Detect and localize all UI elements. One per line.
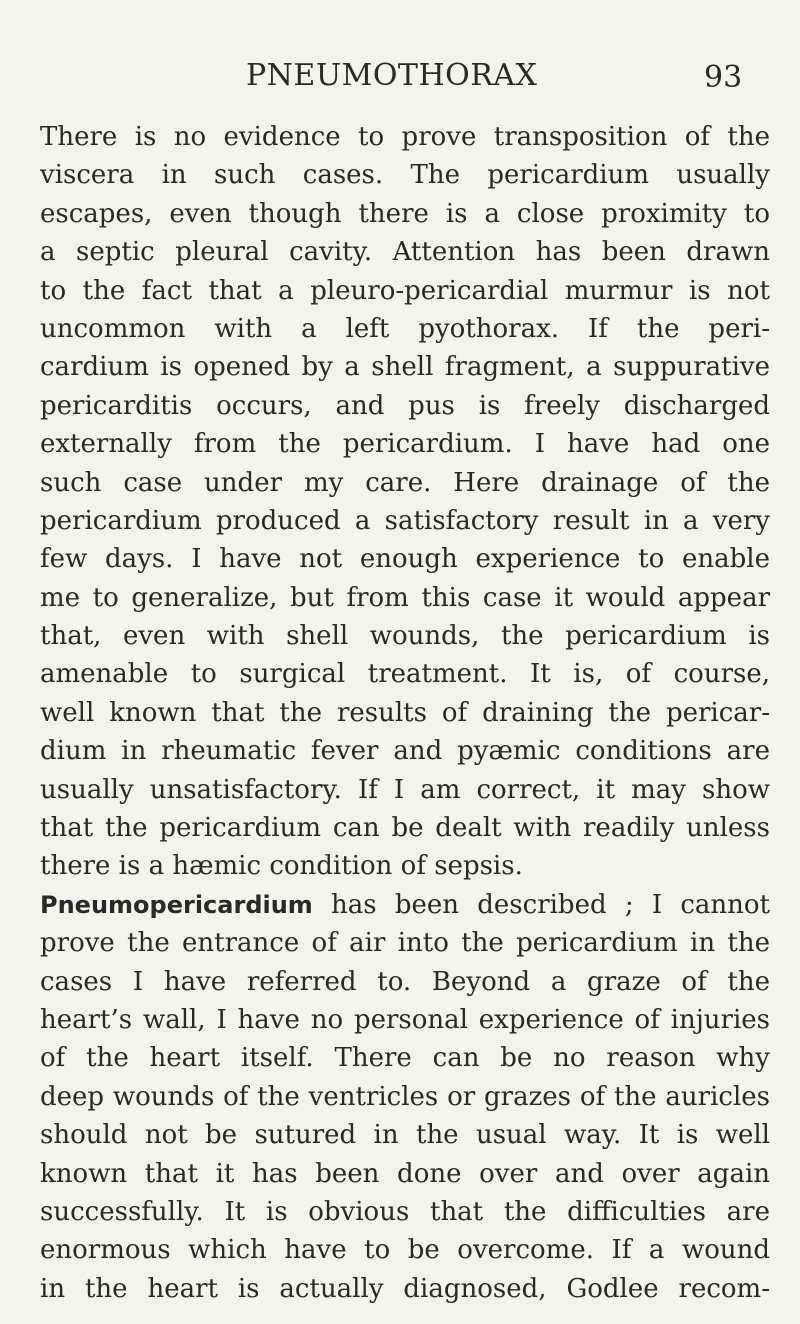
page-number: 93 (704, 60, 743, 95)
text-line: viscera in such cases. The pericardium usually (40, 160, 770, 191)
text-line: amenable to surgical treatment. It is, of course, (40, 659, 770, 690)
paragraph-lead-line (40, 886, 770, 924)
text-line: should not be sutured in the usual way. It is well (40, 1120, 770, 1151)
text-line: pericarditis occurs, and pus is freely discharged (40, 390, 770, 421)
text-line: that, even with shell wounds, the pericardium is (40, 621, 770, 652)
text-line: successfully. It is obvious that the difficulties are (40, 1196, 770, 1227)
text-line: usually unsatisfactory. If I am correct, it may show (40, 774, 770, 805)
lead-term: Pneumopericardium (40, 890, 313, 919)
text-line: deep wounds of the ventricles or grazes of the auricles (40, 1081, 770, 1112)
text-line: of the heart itself. There can be no reason why (40, 1043, 770, 1074)
text-line: enormous which have to be overcome. If a wound (40, 1235, 770, 1266)
text-line: few days. I have not enough experience to enable (40, 544, 770, 575)
text-line: pericardium produced a satisfactory result in a very (40, 505, 770, 536)
running-header (0, 58, 800, 108)
text-line: in the heart is actually diagnosed, Godlee recom- (40, 1273, 770, 1304)
text-line: me to generalize, but from this case it would appear (40, 582, 770, 613)
lead-rest: has been described ; I cannot (312, 889, 770, 920)
text-line: known that it has been done over and over again (40, 1158, 770, 1189)
text-line: prove the entrance of air into the pericardium in the (40, 928, 770, 959)
body-text (40, 118, 770, 1308)
text-line: that the pericardium can be dealt with readily unless (40, 813, 770, 844)
text-line: there is a hæmic condition of sepsis. (40, 851, 523, 882)
text-line: heart’s wall, I have no personal experience of injuries (40, 1004, 770, 1035)
text-line: a septic pleural cavity. Attention has been drawn (40, 237, 770, 268)
text-line: to the fact that a pleuro-pericardial murmur is not (40, 275, 770, 306)
text-line: dium in rheumatic fever and pyæmic conditions are (40, 736, 770, 767)
running-title: PNEUMOTHORAX (246, 58, 538, 93)
text-line: well known that the results of draining the pericar- (40, 697, 770, 728)
text-line: externally from the pericardium. I have had one (40, 429, 770, 460)
text-line: cardium is opened by a shell fragment, a suppurative (40, 352, 770, 383)
text-line: such case under my care. Here drainage of the (40, 467, 770, 498)
text-line: There is no evidence to prove transposition of the (40, 122, 770, 152)
text-line: cases I have referred to. Beyond a graze of the (40, 966, 770, 997)
text-line: uncommon with a left pyothorax. If the peri- (40, 313, 770, 344)
text-line: escapes, even though there is a close proximity to (40, 198, 770, 229)
